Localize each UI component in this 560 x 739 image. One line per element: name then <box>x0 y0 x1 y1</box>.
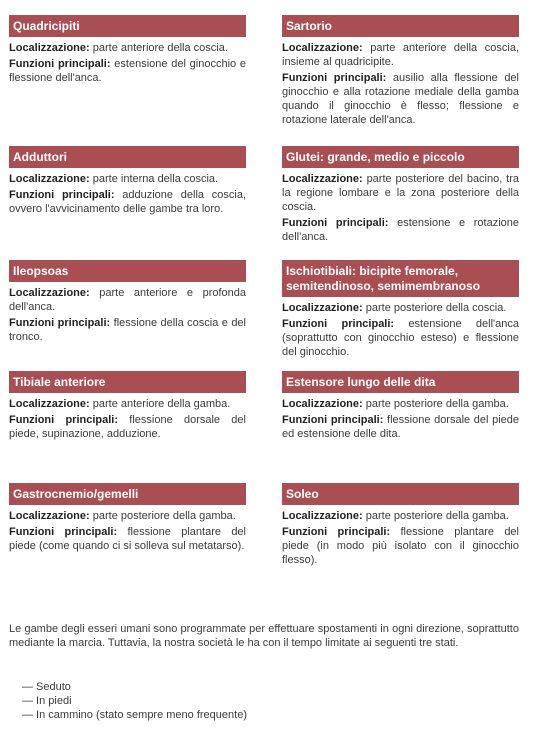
functions-text: flessione plantare del piede (come quando ci si solleva sul metatarso). <box>9 526 246 552</box>
muscle-title: Ileopsoas <box>9 260 246 282</box>
muscle-card-quadricipiti <box>9 15 246 87</box>
localization-text: parte interna della coscia. <box>92 173 219 185</box>
localization-text: parte posteriore della gamba. <box>365 510 509 522</box>
localization-line <box>9 509 246 523</box>
functions-line <box>9 525 246 553</box>
localization-line <box>9 286 246 314</box>
localization-line <box>282 301 519 315</box>
muscle-title: Estensore lungo delle dita <box>282 371 519 393</box>
muscle-body <box>282 505 519 567</box>
localization-label: Localizzazione: <box>282 302 363 314</box>
functions-text: flessione della coscia e del tronco. <box>9 317 246 343</box>
functions-line <box>282 317 519 359</box>
localization-label: Localizzazione: <box>9 287 90 299</box>
muscle-title: Glutei: grande, medio e piccolo <box>282 146 519 168</box>
localization-text: parte posteriore del bacino, tra la regione lombare e la zona posteriore della coscia. <box>282 173 519 213</box>
localization-label: Localizzazione: <box>9 510 90 522</box>
functions-line <box>282 413 519 441</box>
muscle-body <box>9 37 246 85</box>
functions-text: estensione del ginocchio e flessione dell'anca. <box>9 58 247 84</box>
functions-line <box>9 188 246 216</box>
functions-label: Funzioni principali: <box>282 414 384 426</box>
functions-text: estensione e rotazione dell'anca. <box>282 217 520 243</box>
localization-label: Localizzazione: <box>282 42 363 54</box>
list-item: — In piedi <box>22 695 72 707</box>
localization-line <box>9 397 246 411</box>
localization-line <box>282 172 519 214</box>
muscle-body <box>282 297 519 359</box>
localization-label: Localizzazione: <box>9 398 90 410</box>
functions-label: Funzioni principali: <box>282 526 391 538</box>
functions-line <box>282 71 519 127</box>
functions-label: Funzioni principali: <box>9 414 119 426</box>
functions-label: Funzioni principali: <box>9 58 111 70</box>
muscle-body <box>9 393 246 441</box>
localization-text: parte posteriore della coscia. <box>365 302 507 314</box>
muscle-title: Ischiotibiali: bicipite femorale, semitendinoso, semimembranoso <box>282 260 519 297</box>
muscle-card-ileopsoas <box>9 260 246 346</box>
localization-label: Localizzazione: <box>282 173 363 185</box>
muscle-card-sartorio <box>282 15 519 129</box>
functions-text: estensione dell'anca (soprattutto con ginocchio esteso) e flessione del ginocchio. <box>282 318 519 358</box>
functions-text: adduzione della coscia, ovvero l'avvicinamento delle gambe tra loro. <box>9 189 246 215</box>
localization-line <box>9 41 246 55</box>
muscle-body <box>9 168 246 216</box>
muscle-card-adduttori <box>9 146 246 218</box>
localization-text: parte anteriore della coscia. <box>92 42 228 54</box>
muscle-card-gastrocnemio <box>9 483 246 555</box>
muscle-card-estensore-lungo <box>282 371 519 443</box>
muscle-title: Quadricipiti <box>9 15 246 37</box>
muscle-body <box>282 168 519 244</box>
localization-text: parte posteriore della gamba. <box>365 398 509 410</box>
localization-text: parte posteriore della gamba. <box>92 510 236 522</box>
functions-label: Funzioni principali: <box>282 217 389 229</box>
functions-line <box>282 216 519 244</box>
localization-label: Localizzazione: <box>282 398 363 410</box>
localization-text: parte anteriore della coscia, insieme al quadricipite. <box>282 42 519 68</box>
muscle-card-glutei <box>282 146 519 246</box>
functions-label: Funzioni principali: <box>282 72 387 84</box>
functions-line <box>9 57 246 85</box>
muscle-card-ischiotibiali <box>282 260 519 361</box>
functions-label: Funzioni principali: <box>282 318 395 330</box>
muscle-title: Sartorio <box>282 15 519 37</box>
localization-label: Localizzazione: <box>9 42 90 54</box>
list-item: — In cammino (stato sempre meno frequente) <box>22 709 247 721</box>
functions-line <box>9 413 246 441</box>
functions-text: flessione dorsale del piede, supinazione, adduzione. <box>9 414 246 440</box>
functions-label: Funzioni principali: <box>9 189 115 201</box>
localization-line <box>9 172 246 186</box>
muscle-title: Soleo <box>282 483 519 505</box>
muscle-body <box>282 393 519 441</box>
muscle-body <box>9 282 246 344</box>
localization-line <box>282 397 519 411</box>
localization-label: Localizzazione: <box>282 510 363 522</box>
intro-paragraph: Le gambe degli esseri umani sono programmate per effettuare spostamenti in ogni direzione, soprattutto mediante la marcia. Tuttavia, la nostra società le ha con il tempo limitate ai seguenti tre stati. <box>9 623 519 649</box>
functions-label: Funzioni principali: <box>9 526 118 538</box>
muscle-card-soleo <box>282 483 519 569</box>
functions-text: flessione dorsale del piede ed estensione delle dita. <box>282 414 519 440</box>
states-list <box>22 680 247 722</box>
muscle-body <box>9 505 246 553</box>
functions-text: flessione plantare del piede (in modo più isolato con il ginocchio flesso). <box>282 526 519 566</box>
muscle-card-tibiale-anteriore <box>9 371 246 443</box>
functions-text: ausilio alla flessione del ginocchio e alla rotazione mediale della gamba quando il ginocchio è flesso; flessione e rotazione laterale dell'anca. <box>282 72 519 126</box>
localization-line <box>282 41 519 69</box>
list-item: — Seduto <box>22 681 71 693</box>
muscle-body <box>282 37 519 127</box>
functions-line <box>9 316 246 344</box>
localization-label: Localizzazione: <box>9 173 90 185</box>
localization-text: parte anteriore e profonda dell'anca. <box>9 287 246 313</box>
functions-label: Funzioni principali: <box>9 317 111 329</box>
muscle-title: Adduttori <box>9 146 246 168</box>
muscle-title: Gastrocnemio/gemelli <box>9 483 246 505</box>
localization-text: parte anteriore della gamba. <box>92 398 231 410</box>
functions-line <box>282 525 519 567</box>
muscle-title: Tibiale anteriore <box>9 371 246 393</box>
localization-line <box>282 509 519 523</box>
